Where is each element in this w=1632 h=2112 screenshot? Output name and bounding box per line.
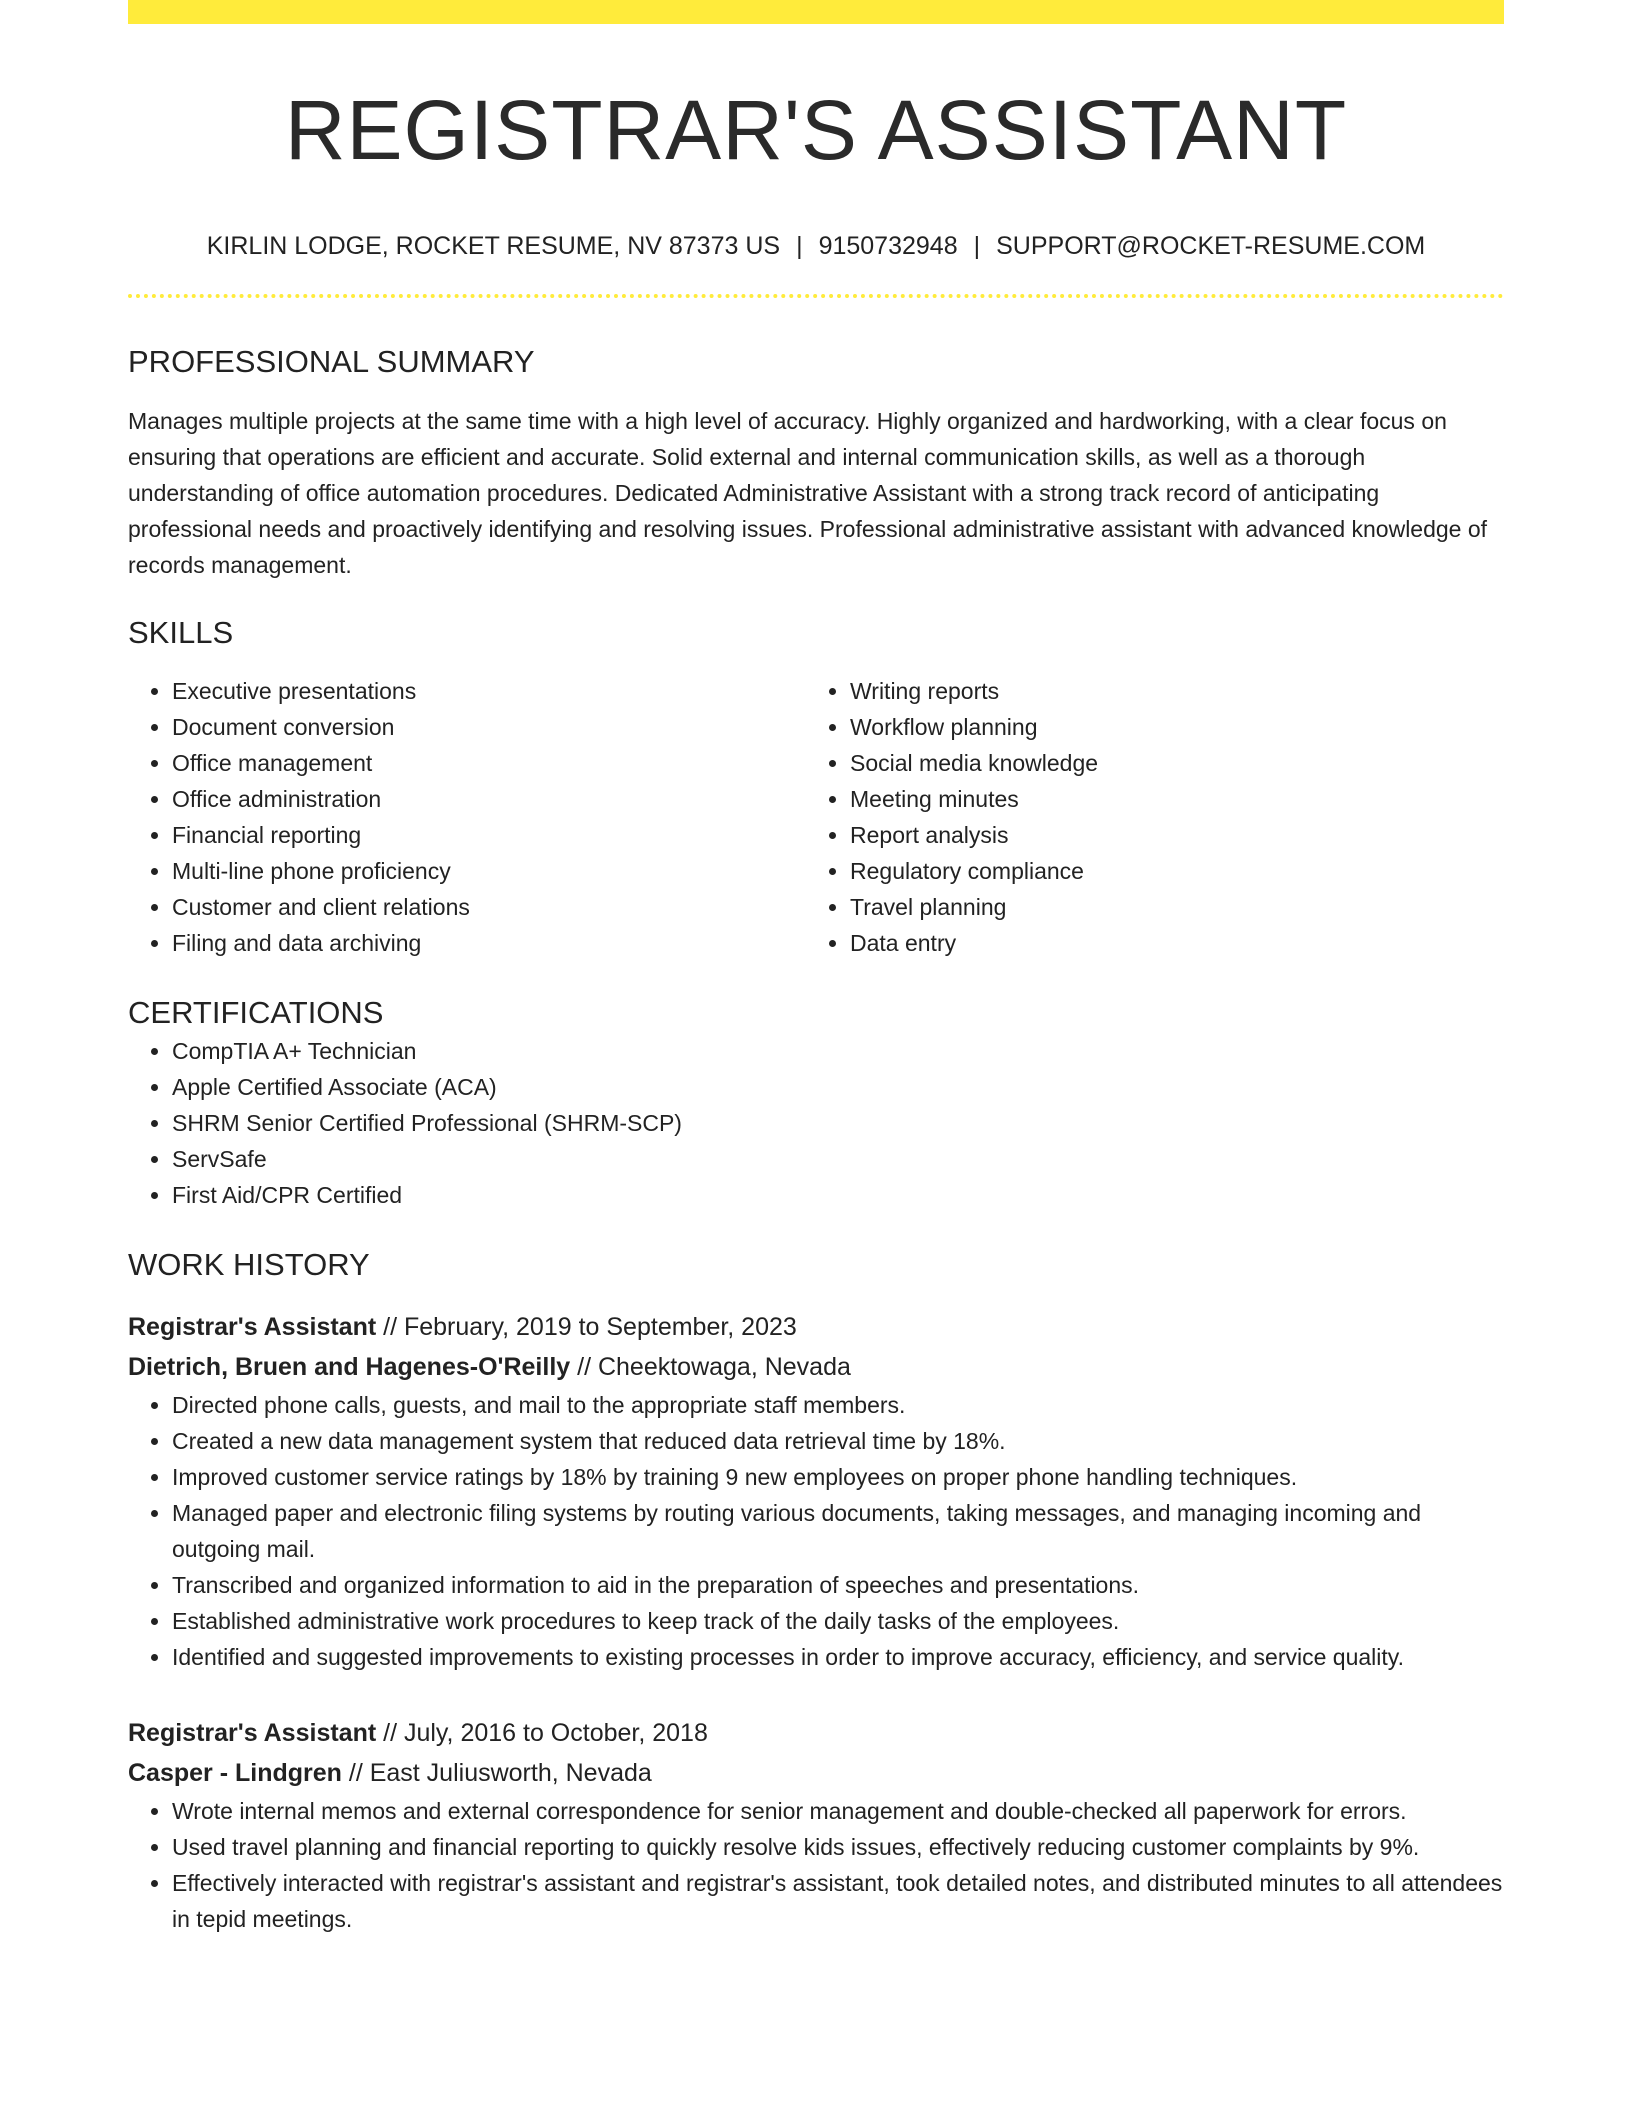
job-bullet: • Established administrative work procedures to keep track of the daily tasks of the employees. bbox=[172, 1603, 1504, 1639]
certification-item: • ServSafe bbox=[172, 1141, 1504, 1177]
skills-grid bbox=[128, 673, 1504, 961]
job-dates: // July, 2016 to October, 2018 bbox=[376, 1719, 708, 1747]
skills-list-left bbox=[128, 673, 806, 961]
job-title-line bbox=[128, 1713, 1504, 1753]
job-bullet: • Transcribed and organized information to aid in the preparation of speeches and presentations. bbox=[172, 1567, 1504, 1603]
skill-item: • Office administration bbox=[172, 781, 806, 817]
skill-item: • Office management bbox=[172, 745, 806, 781]
skills-list-right bbox=[806, 673, 1484, 961]
skill-item: • Customer and client relations bbox=[172, 889, 806, 925]
job-bullet: • Directed phone calls, guests, and mail to the appropriate staff members. bbox=[172, 1387, 1504, 1423]
skill-item: • Social media knowledge bbox=[850, 745, 1484, 781]
job-bullet-list bbox=[128, 1793, 1504, 1937]
contact-separator: | bbox=[973, 232, 981, 260]
job-bullet: • Used travel planning and financial reporting to quickly resolve kids issues, effectively reducing customer complaints by 9%. bbox=[172, 1829, 1504, 1865]
job-bullet: • Effectively interacted with registrar's assistant and registrar's assistant, took detailed notes, and distributed minutes to all attendees in tepid meetings. bbox=[172, 1865, 1504, 1937]
work-history-heading: WORK HISTORY bbox=[128, 1247, 370, 1282]
job-bullet: • Wrote internal memos and external correspondence for senior management and double-checked all paperwork for errors. bbox=[172, 1793, 1504, 1829]
contact-address: KIRLIN LODGE, ROCKET RESUME, NV 87373 US bbox=[206, 232, 781, 260]
job-bullet: • Created a new data management system that reduced data retrieval time by 18%. bbox=[172, 1423, 1504, 1459]
job-dates: // February, 2019 to September, 2023 bbox=[376, 1313, 797, 1341]
skill-item: • Report analysis bbox=[850, 817, 1484, 853]
skill-item: • Document conversion bbox=[172, 709, 806, 745]
job-entry bbox=[128, 1713, 1504, 1937]
job-company: Casper - Lindgren bbox=[128, 1759, 342, 1787]
contact-email: SUPPORT@ROCKET-RESUME.COM bbox=[996, 232, 1426, 260]
certification-item: • First Aid/CPR Certified bbox=[172, 1177, 1504, 1213]
certification-item: • Apple Certified Associate (ACA) bbox=[172, 1069, 1504, 1105]
contact-separator: | bbox=[796, 232, 803, 260]
job-role: Registrar's Assistant bbox=[128, 1313, 377, 1341]
job-bullet: • Managed paper and electronic filing systems by routing various documents, taking messages, and managing incoming and outgoing mail. bbox=[172, 1495, 1504, 1567]
skill-item: • Writing reports bbox=[850, 673, 1484, 709]
certifications-heading: CERTIFICATIONS bbox=[128, 995, 384, 1030]
job-location: // East Juliusworth, Nevada bbox=[341, 1759, 652, 1787]
resume-page bbox=[128, 0, 1504, 1937]
header-divider bbox=[128, 294, 1504, 298]
skill-item: • Financial reporting bbox=[172, 817, 806, 853]
certification-item: • SHRM Senior Certified Professional (SHRM-SCP) bbox=[172, 1105, 1504, 1141]
skill-item: • Filing and data archiving bbox=[172, 925, 806, 961]
summary-heading: PROFESSIONAL SUMMARY bbox=[128, 344, 535, 379]
job-entry bbox=[128, 1307, 1504, 1675]
skill-item: • Executive presentations bbox=[172, 673, 806, 709]
job-location: // Cheektowaga, Nevada bbox=[570, 1353, 851, 1381]
top-accent-bar bbox=[128, 0, 1504, 24]
certification-item: • CompTIA A+ Technician bbox=[172, 1033, 1504, 1069]
job-role: Registrar's Assistant bbox=[128, 1719, 377, 1747]
skill-item: • Data entry bbox=[850, 925, 1484, 961]
contact-phone: 9150732948 bbox=[818, 232, 958, 260]
skill-item: • Regulatory compliance bbox=[850, 853, 1484, 889]
job-bullet: • Improved customer service ratings by 18% by training 9 new employees on proper phone handling techniques. bbox=[172, 1459, 1504, 1495]
skill-item: • Multi-line phone proficiency bbox=[172, 853, 806, 889]
resume-name: REGISTRAR'S ASSISTANT bbox=[284, 83, 1348, 177]
job-title-line bbox=[128, 1307, 1504, 1347]
job-company-line bbox=[128, 1753, 1504, 1793]
skills-column-right bbox=[806, 673, 1484, 961]
job-company-line bbox=[128, 1347, 1504, 1387]
job-bullet-list bbox=[128, 1387, 1504, 1675]
skill-item: • Travel planning bbox=[850, 889, 1484, 925]
summary-text: Manages multiple projects at the same time with a high level of accuracy. Highly organized and hardworking, with a clear focus on ensuring that operations are efficient and accurate. Solid external and internal communication skills, as well as a thorough understanding of office automation procedures. Dedicated Administrative Assistant with a strong track record of anticipating professional needs and proactively identifying and resolving issues. Professional administrative assistant with advanced knowledge of records management. bbox=[128, 408, 1488, 578]
skills-column-left bbox=[128, 673, 806, 961]
contact-line bbox=[128, 230, 1504, 262]
skill-item: • Meeting minutes bbox=[850, 781, 1484, 817]
certifications-list bbox=[128, 1033, 1504, 1213]
skills-heading: SKILLS bbox=[128, 615, 234, 650]
skill-item: • Workflow planning bbox=[850, 709, 1484, 745]
job-bullet: • Identified and suggested improvements to existing processes in order to improve accuracy, efficiency, and service quality. bbox=[172, 1639, 1504, 1675]
job-company: Dietrich, Bruen and Hagenes-O'Reilly bbox=[128, 1353, 571, 1381]
